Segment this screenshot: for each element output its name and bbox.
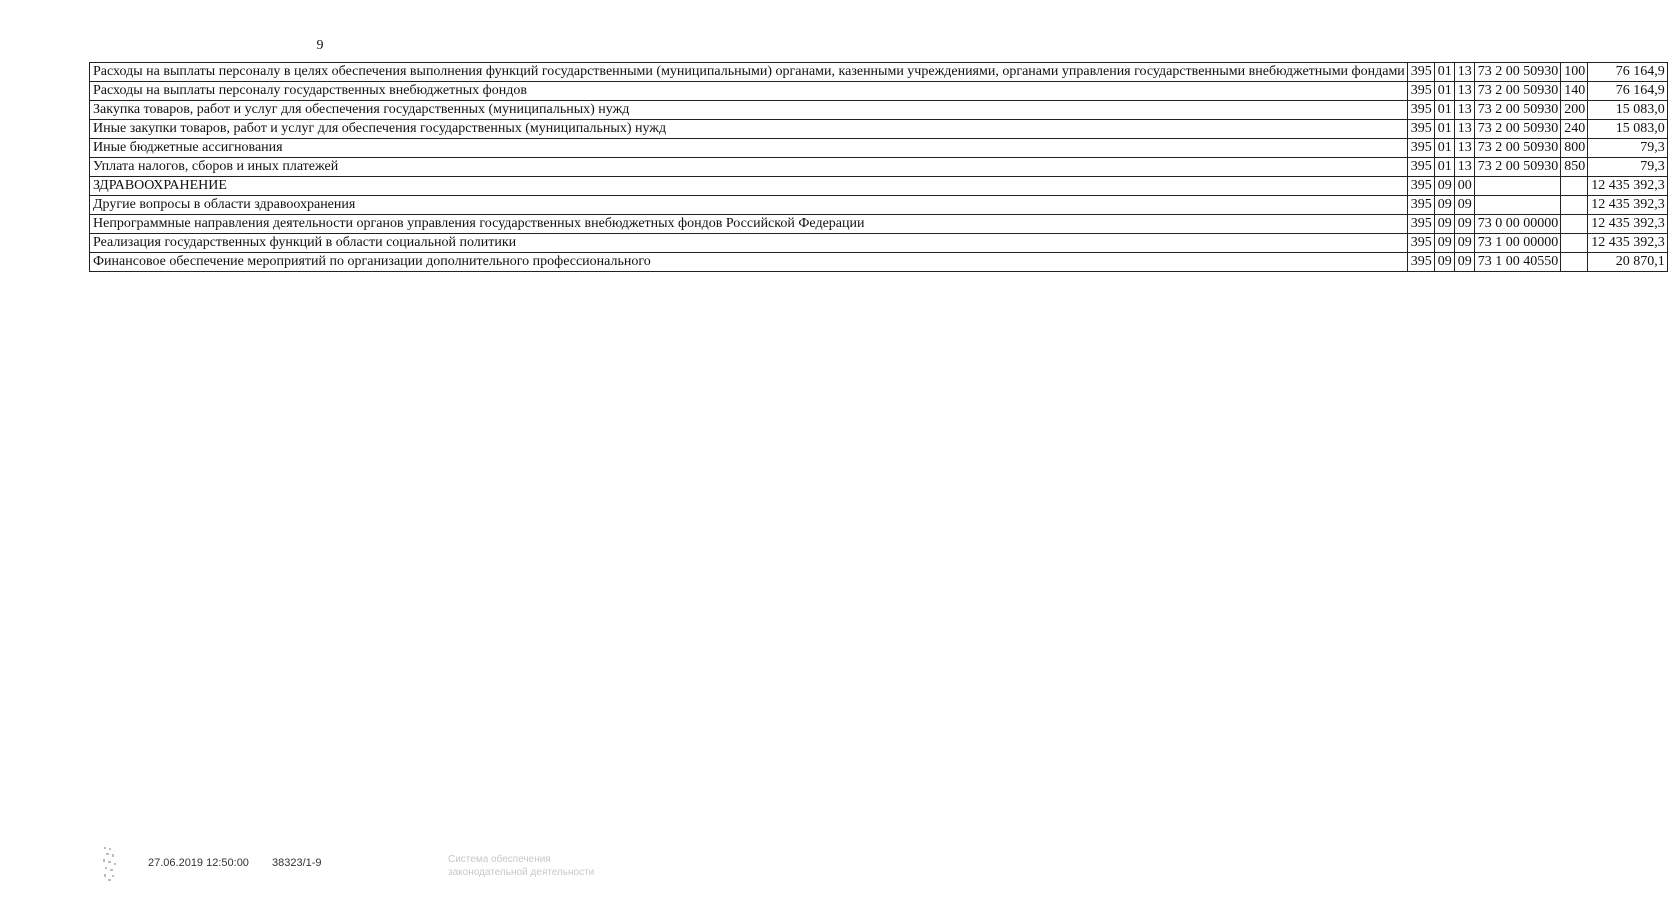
table-row bbox=[90, 158, 1668, 177]
row-subsection-code: 09 bbox=[1454, 196, 1474, 215]
budget-table bbox=[89, 62, 1668, 272]
row-name: Закупка товаров, работ и услуг для обеспечения государственных (муниципальных) нужд bbox=[90, 101, 1408, 120]
row-ministry-code: 395 bbox=[1407, 177, 1434, 196]
row-section-code: 01 bbox=[1434, 120, 1454, 139]
row-expense-type: 240 bbox=[1561, 120, 1588, 139]
row-name: Расходы на выплаты персоналу государственных внебюджетных фондов bbox=[90, 82, 1408, 101]
row-section-code: 01 bbox=[1434, 101, 1454, 120]
row-amount: 12 435 392,3 bbox=[1588, 177, 1668, 196]
row-subsection-code: 13 bbox=[1454, 82, 1474, 101]
row-ministry-code: 395 bbox=[1407, 234, 1434, 253]
footer-timestamp: 27.06.2019 12:50:00 bbox=[148, 857, 249, 869]
table-row bbox=[90, 215, 1668, 234]
table-row bbox=[90, 177, 1668, 196]
row-name: ЗДРАВООХРАНЕНИЕ bbox=[90, 177, 1408, 196]
row-expense-type: 140 bbox=[1561, 82, 1588, 101]
row-section-code: 01 bbox=[1434, 63, 1454, 82]
row-name: Иные закупки товаров, работ и услуг для обеспечения государственных (муниципальных) нужд bbox=[90, 120, 1408, 139]
table-row bbox=[90, 234, 1668, 253]
row-ministry-code: 395 bbox=[1407, 196, 1434, 215]
row-amount: 12 435 392,3 bbox=[1588, 196, 1668, 215]
row-section-code: 09 bbox=[1434, 253, 1454, 272]
row-subsection-code: 09 bbox=[1454, 215, 1474, 234]
row-subsection-code: 13 bbox=[1454, 139, 1474, 158]
row-section-code: 09 bbox=[1434, 234, 1454, 253]
row-target-article bbox=[1474, 196, 1561, 215]
row-ministry-code: 395 bbox=[1407, 139, 1434, 158]
row-ministry-code: 395 bbox=[1407, 253, 1434, 272]
table-row bbox=[90, 101, 1668, 120]
row-target-article: 73 2 00 50930 bbox=[1474, 63, 1561, 82]
row-ministry-code: 395 bbox=[1407, 120, 1434, 139]
row-expense-type bbox=[1561, 253, 1588, 272]
footer bbox=[0, 854, 640, 887]
row-expense-type bbox=[1561, 196, 1588, 215]
row-section-code: 09 bbox=[1434, 196, 1454, 215]
row-expense-type: 850 bbox=[1561, 158, 1588, 177]
row-name: Непрограммные направления деятельности органов управления государственных внебюджетных фондов Российской Федерации bbox=[90, 215, 1408, 234]
row-subsection-code: 09 bbox=[1454, 253, 1474, 272]
row-target-article: 73 1 00 00000 bbox=[1474, 234, 1561, 253]
row-target-article: 73 2 00 50930 bbox=[1474, 158, 1561, 177]
row-ministry-code: 395 bbox=[1407, 215, 1434, 234]
table-row bbox=[90, 82, 1668, 101]
row-amount: 15 083,0 bbox=[1588, 101, 1668, 120]
row-name: Уплата налогов, сборов и иных платежей bbox=[90, 158, 1408, 177]
footer-stamp: Система обеспечения законодательной деятельности bbox=[448, 854, 595, 878]
row-subsection-code: 13 bbox=[1454, 120, 1474, 139]
row-name: Другие вопросы в области здравоохранения bbox=[90, 196, 1408, 215]
row-expense-type bbox=[1561, 177, 1588, 196]
row-ministry-code: 395 bbox=[1407, 63, 1434, 82]
row-section-code: 09 bbox=[1434, 177, 1454, 196]
row-subsection-code: 09 bbox=[1454, 234, 1474, 253]
row-section-code: 01 bbox=[1434, 82, 1454, 101]
row-name: Иные бюджетные ассигнования bbox=[90, 139, 1408, 158]
row-amount: 12 435 392,3 bbox=[1588, 234, 1668, 253]
row-amount: 15 083,0 bbox=[1588, 120, 1668, 139]
table-row bbox=[90, 139, 1668, 158]
row-subsection-code: 13 bbox=[1454, 63, 1474, 82]
row-expense-type bbox=[1561, 234, 1588, 253]
row-amount: 79,3 bbox=[1588, 158, 1668, 177]
row-section-code: 01 bbox=[1434, 139, 1454, 158]
row-subsection-code: 13 bbox=[1454, 101, 1474, 120]
row-section-code: 01 bbox=[1434, 158, 1454, 177]
table-row bbox=[90, 196, 1668, 215]
row-expense-type: 200 bbox=[1561, 101, 1588, 120]
row-amount: 76 164,9 bbox=[1588, 63, 1668, 82]
row-target-article: 73 2 00 50930 bbox=[1474, 120, 1561, 139]
row-ministry-code: 395 bbox=[1407, 101, 1434, 120]
row-target-article: 73 2 00 50930 bbox=[1474, 82, 1561, 101]
table-row bbox=[90, 63, 1668, 82]
row-amount: 76 164,9 bbox=[1588, 82, 1668, 101]
row-expense-type bbox=[1561, 215, 1588, 234]
row-target-article bbox=[1474, 177, 1561, 196]
row-subsection-code: 13 bbox=[1454, 158, 1474, 177]
table-row bbox=[90, 253, 1668, 272]
row-target-article: 73 0 00 00000 bbox=[1474, 215, 1561, 234]
table-row bbox=[90, 120, 1668, 139]
row-subsection-code: 00 bbox=[1454, 177, 1474, 196]
row-expense-type: 100 bbox=[1561, 63, 1588, 82]
row-name: Расходы на выплаты персоналу в целях обеспечения выполнения функций государственными (муниципальными) органами, казенными учреждениями, органами управления государственными внебюджетными фондами bbox=[90, 63, 1408, 82]
row-amount: 79,3 bbox=[1588, 139, 1668, 158]
row-ministry-code: 395 bbox=[1407, 158, 1434, 177]
row-name: Реализация государственных функций в области социальной политики bbox=[90, 234, 1408, 253]
row-target-article: 73 2 00 50930 bbox=[1474, 139, 1561, 158]
row-section-code: 09 bbox=[1434, 215, 1454, 234]
row-amount: 12 435 392,3 bbox=[1588, 215, 1668, 234]
row-expense-type: 800 bbox=[1561, 139, 1588, 158]
row-ministry-code: 395 bbox=[1407, 82, 1434, 101]
row-amount: 20 870,1 bbox=[1588, 253, 1668, 272]
row-target-article: 73 2 00 50930 bbox=[1474, 101, 1561, 120]
footer-doc-number: 38323/1-9 bbox=[272, 857, 322, 869]
barcode-mark-icon bbox=[100, 845, 122, 883]
row-target-article: 73 1 00 40550 bbox=[1474, 253, 1561, 272]
page-number: 9 bbox=[316, 38, 324, 53]
row-name: Финансовое обеспечение мероприятий по организации дополнительного профессионального bbox=[90, 253, 1408, 272]
